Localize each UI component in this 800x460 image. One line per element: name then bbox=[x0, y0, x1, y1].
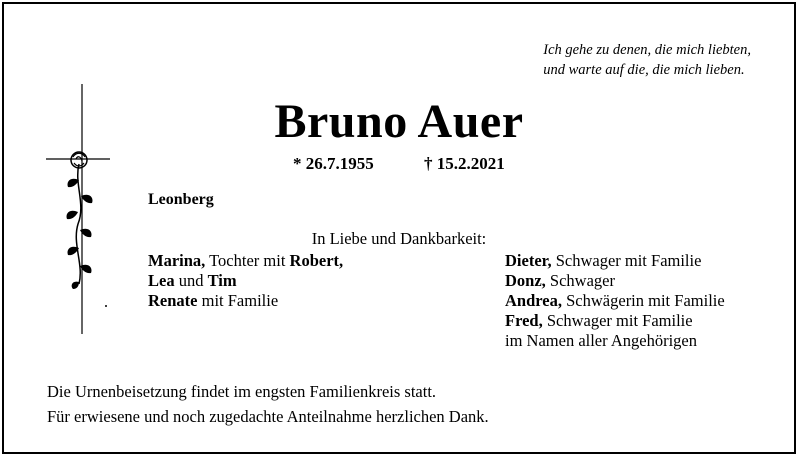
mourner-line: Fred, Schwager mit Familie bbox=[505, 311, 693, 330]
birth-date: * 26.7.1955 bbox=[293, 154, 374, 173]
footer-line-2: Für erwiesene und noch zugedachte Anteilnahme herzlichen Dank. bbox=[47, 407, 489, 426]
footer-text bbox=[47, 379, 489, 429]
mourners-left-column bbox=[148, 251, 343, 311]
quote-line-1: Ich gehe zu denen, die mich liebten, bbox=[543, 42, 751, 58]
location: Leonberg bbox=[148, 191, 214, 208]
quote-line-2: und warte auf die, die mich lieben. bbox=[543, 62, 745, 78]
footer-line-1: Die Urnenbeisetzung findet im engsten Familienkreis statt. bbox=[47, 382, 437, 401]
mourner-line: Andrea, Schwägerin mit Familie bbox=[505, 291, 725, 310]
obituary-notice bbox=[2, 2, 796, 454]
quote bbox=[543, 40, 751, 80]
mourners-intro: In Liebe und Dankbarkeit: bbox=[311, 229, 487, 248]
deceased-name: Bruno Auer bbox=[274, 95, 524, 148]
mourner-line: Donz, Schwager bbox=[505, 271, 615, 290]
mourner-line: Dieter, Schwager mit Familie bbox=[505, 251, 702, 270]
mourner-line: Renate mit Familie bbox=[148, 291, 279, 310]
mourner-line: Marina, Tochter mit Robert, bbox=[148, 251, 344, 270]
mourner-line: Lea und Tim bbox=[148, 271, 237, 290]
mourners-right-column bbox=[505, 251, 725, 351]
death-date: † 15.2.2021 bbox=[424, 154, 505, 173]
mourner-line: im Namen aller Angehörigen bbox=[505, 331, 697, 350]
